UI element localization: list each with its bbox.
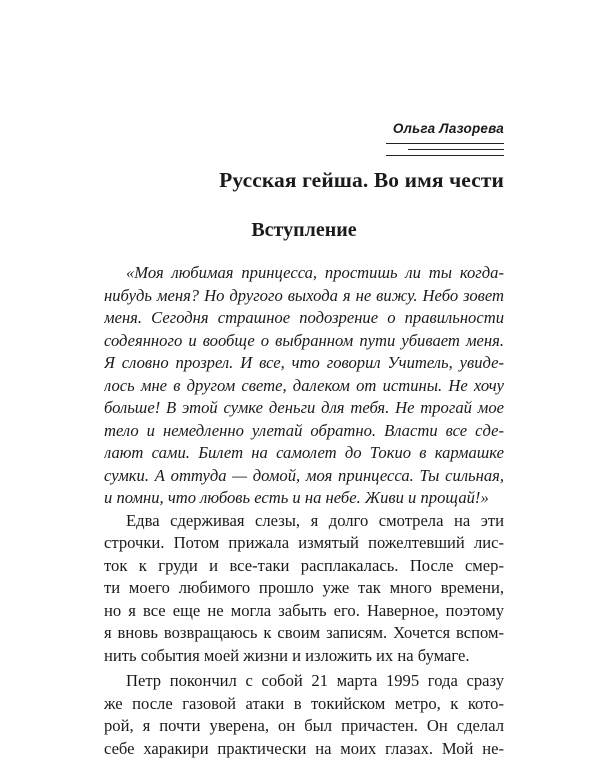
text-line: содеянного и вообще о выбранном пути убивает меня. bbox=[104, 330, 504, 353]
book-page bbox=[104, 0, 504, 750]
paragraph bbox=[104, 510, 504, 668]
text-line: и помни, что любовь есть и на небе. Живи и прощай!» bbox=[104, 487, 504, 510]
book-title: Русская гейша. Во имя чести bbox=[219, 168, 504, 193]
text-line: ток к груди и все-таки расплакалась. После смер- bbox=[104, 555, 504, 578]
text-line: я вновь возвращаюсь к своим записям. Хочется вспом- bbox=[104, 622, 504, 645]
text-line: лают сами. Билет на самолет до Токио в кармашке bbox=[104, 442, 504, 465]
text-line: нибудь меня? Но другого выхода я не вижу. Небо зовет bbox=[104, 285, 504, 308]
text-line: больше! В этой сумке деньги для тебя. Не трогай мое bbox=[104, 397, 504, 420]
header-ornament bbox=[386, 143, 504, 157]
ornament-rule-bottom bbox=[386, 155, 504, 156]
text-line: Петр покончил с собой 21 марта 1995 года сразу bbox=[104, 670, 504, 693]
text-line: себе харакири практически на моих глазах. Мой не- bbox=[104, 738, 504, 760]
text-line: же после газовой атаки в токийском метро, к кото- bbox=[104, 693, 504, 716]
text-line: тело и немедленно улетай обратно. Власти все сде- bbox=[104, 420, 504, 443]
text-line: лось мне в другом свете, далеком от истины. Не хочу bbox=[104, 375, 504, 398]
text-line: сумки. А оттуда — домой, моя принцесса. Ты сильная, bbox=[104, 465, 504, 488]
text-line: но я все еще не могла забыть его. Наверное, поэтому bbox=[104, 600, 504, 623]
text-line: строчки. Потом прижала измятый пожелтевший лис- bbox=[104, 532, 504, 555]
text-line: ти моего любимого прошло уже так много времени, bbox=[104, 577, 504, 600]
text-line: рой, я почти уверена, он был причастен. Он сделал bbox=[104, 715, 504, 738]
body-text bbox=[104, 262, 504, 760]
chapter-title: Вступление bbox=[104, 219, 504, 242]
text-line: Едва сдерживая слезы, я долго смотрела на эти bbox=[104, 510, 504, 533]
ornament-rule-top bbox=[386, 143, 504, 144]
text-line: меня. Сегодня страшное подозрение о правильности bbox=[104, 307, 504, 330]
paragraph bbox=[104, 670, 504, 760]
text-line: «Моя любимая принцесса, простишь ли ты когда- bbox=[104, 262, 504, 285]
running-header-author: Ольга Лазорева bbox=[393, 121, 504, 136]
ornament-rule-middle bbox=[408, 149, 504, 150]
text-line: Я словно прозрел. И все, что говорил Учитель, увиде- bbox=[104, 352, 504, 375]
paragraph-quote bbox=[104, 262, 504, 510]
text-line: нить события моей жизни и изложить их на бумаге. bbox=[104, 645, 504, 668]
